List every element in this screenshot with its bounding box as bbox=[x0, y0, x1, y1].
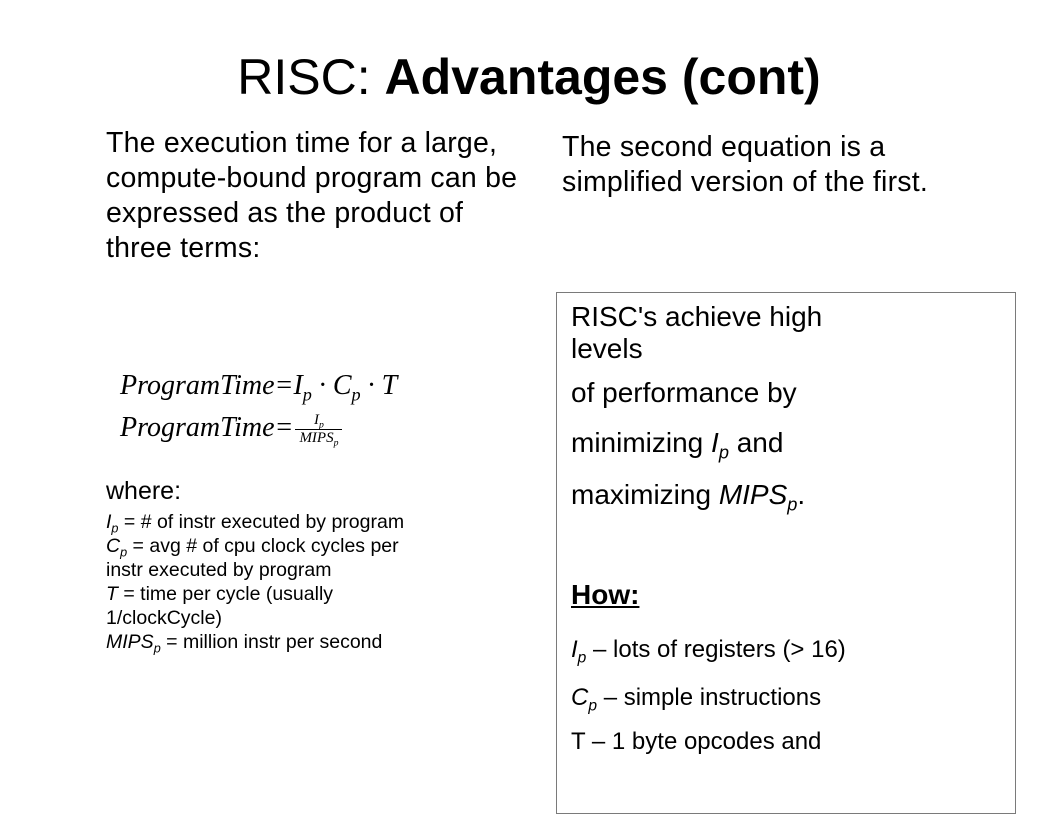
eq1-dot1: · bbox=[311, 370, 333, 401]
def-ip-sym: I bbox=[106, 511, 112, 533]
def-mips-sub: p bbox=[153, 641, 161, 656]
slide-title bbox=[0, 44, 1058, 110]
eq2-numerator bbox=[295, 412, 342, 430]
eq1-i-sub: p bbox=[302, 384, 312, 405]
eq1-dot2: · bbox=[360, 370, 382, 401]
box-line-5 bbox=[571, 479, 1011, 579]
summary-box bbox=[556, 292, 1016, 814]
def-cp-sub: p bbox=[120, 545, 128, 560]
title-prefix: RISC: bbox=[237, 49, 371, 105]
def-mips bbox=[106, 630, 536, 654]
where-heading: where: bbox=[106, 477, 182, 505]
eq1-lhs: ProgramTime= bbox=[120, 370, 294, 401]
box-how-ip-sub: p bbox=[577, 649, 587, 667]
def-t-cont: 1/clockCycle) bbox=[106, 607, 222, 629]
eq2-fraction bbox=[295, 412, 342, 447]
box-how-heading: How: bbox=[571, 579, 640, 610]
box-how-ip bbox=[571, 631, 1011, 683]
box-line-4 bbox=[571, 427, 1011, 479]
box-how-cp-sym: C bbox=[571, 684, 589, 711]
box-line-5-sym: MIPS bbox=[718, 479, 788, 510]
def-ip bbox=[106, 510, 536, 534]
box-line-1: RISC's achieve high bbox=[571, 301, 823, 332]
summary-box-content bbox=[571, 297, 1011, 757]
box-line-4-post: and bbox=[728, 427, 784, 458]
def-ip-sub: p bbox=[111, 521, 119, 536]
box-how-cp bbox=[571, 683, 1011, 727]
intro-left-text: The execution time for a large, compute-bound program can be expressed as the product of three terms: bbox=[106, 127, 518, 264]
box-line-5-post: . bbox=[797, 479, 806, 510]
def-mips-sym: MIPS bbox=[106, 631, 154, 653]
box-how-ip-sym: I bbox=[571, 636, 578, 663]
box-line-4-sub: p bbox=[718, 442, 729, 463]
box-line-4-sym: I bbox=[711, 427, 719, 458]
intro-right-text: The second equation is a simplified version of the first. bbox=[562, 131, 928, 198]
box-line-4-pre: minimizing bbox=[571, 427, 712, 458]
eq2-num-sub: p bbox=[319, 419, 324, 431]
equation-product bbox=[120, 370, 398, 405]
eq1-i: I bbox=[293, 370, 303, 401]
eq2-den-sub: p bbox=[333, 437, 339, 449]
eq1-t: T bbox=[381, 370, 398, 401]
box-line-5-pre: maximizing bbox=[571, 479, 719, 510]
box-line-5-sub: p bbox=[787, 494, 798, 515]
equation-mips bbox=[120, 412, 342, 447]
box-how-cp-sub: p bbox=[588, 697, 598, 715]
eq2-denominator bbox=[295, 430, 342, 447]
def-ip-text: = # of instr executed by program bbox=[118, 511, 405, 533]
def-cp bbox=[106, 534, 536, 558]
eq1-c: C bbox=[332, 370, 352, 401]
box-how-ip-text: – lots of registers (> 16) bbox=[586, 636, 846, 663]
eq2-den: MIPS bbox=[299, 430, 334, 447]
def-cp-text: = avg # of cpu clock cycles per bbox=[127, 535, 399, 557]
box-how-cp-text: – simple instructions bbox=[597, 684, 822, 711]
definitions-list bbox=[106, 510, 536, 654]
title-bold: Advantages (cont) bbox=[384, 49, 821, 105]
box-how-t-partial: T – 1 byte opcodes and bbox=[571, 728, 822, 755]
eq2-num: I bbox=[314, 412, 320, 429]
box-line-2: levels bbox=[571, 333, 643, 364]
eq2-lhs: ProgramTime= bbox=[120, 412, 294, 443]
def-mips-text: = million instr per second bbox=[160, 631, 383, 653]
box-line-3: of performance by bbox=[571, 377, 797, 408]
def-cp-sym: C bbox=[106, 535, 121, 557]
def-t-sym: T bbox=[106, 583, 118, 605]
eq1-c-sub: p bbox=[351, 384, 361, 405]
def-cp-cont: instr executed by program bbox=[106, 559, 332, 581]
def-t-text: = time per cycle (usually bbox=[117, 583, 334, 605]
def-t bbox=[106, 582, 536, 606]
